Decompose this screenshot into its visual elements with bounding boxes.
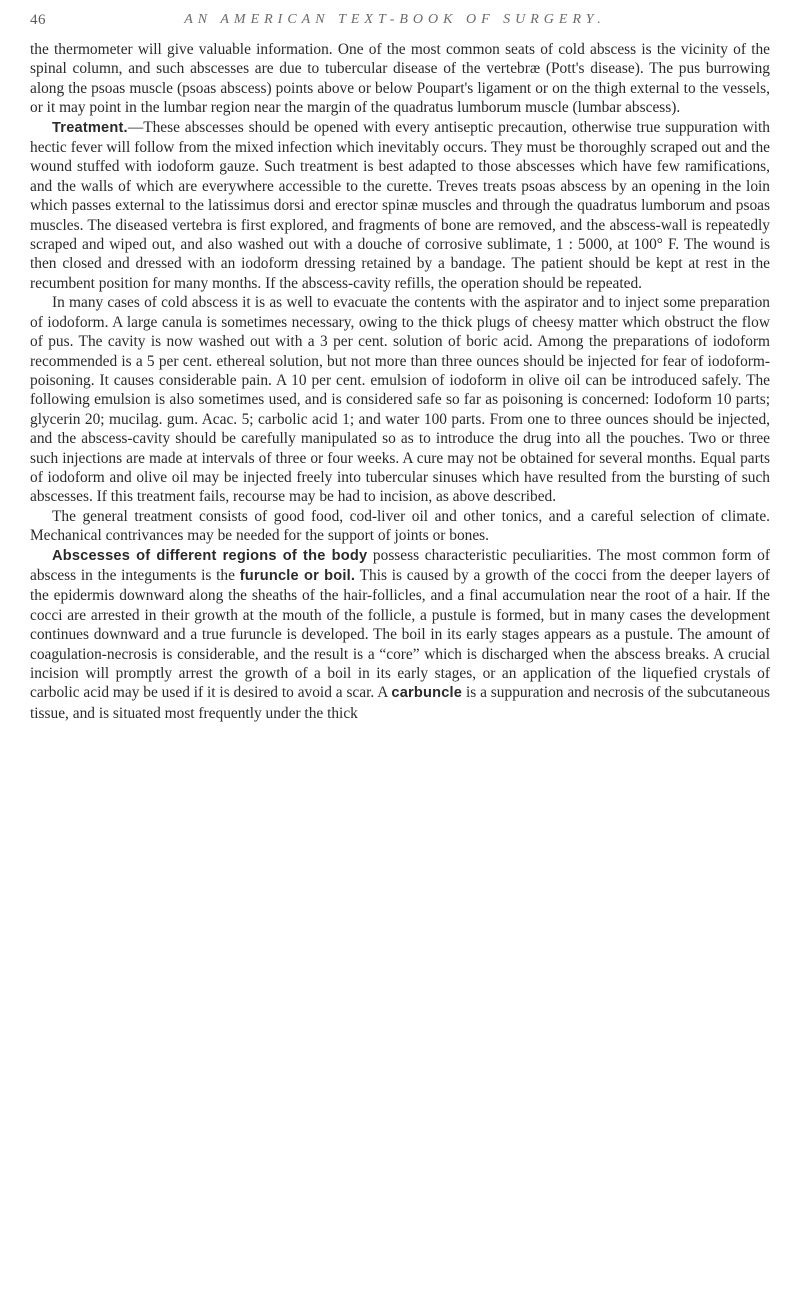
paragraph-text: the thermometer will give valuable information. One of the most common seats of cold abscess is the vicinity of the spinal column, and such abscesses are due to tubercular disease of the vertebræ (Pott's disease). The pus burrowing along the psoas muscle (psoas abscess) points above or below Poupart's ligament or on the thigh external to the vessels, or it may point in the lumbar region near the margin of the quadratus lumborum muscle (lumbar abscess). bbox=[30, 41, 770, 117]
paragraph bbox=[30, 293, 770, 506]
paragraph bbox=[30, 118, 770, 294]
paragraph-text: In many cases of cold abscess it is as well to evacuate the contents with the aspirator and to inject some preparation of iodoform. A large canula is sometimes necessary, owing to the thick plugs of cheesy matter which obstruct the flow of pus. The cavity is now washed out with a 3 per cent. solution of boric acid. Among the preparations of iodoform recommended is a 5 per cent. ethereal solution, but not more than three ounces should be injected for fear of iodoform-poisoning. It causes considerable pain. A 10 per cent. emulsion of iodoform in olive oil can be introduced safely. The following emulsion is also sometimes used, and is considered safe so far as poisoning is concerned: Iodoform 10 parts; glycerin 20; mucilag. gum. Acac. 5; carbolic acid 1; and water 100 parts. From one to three ounces should be injected, and the abscess-cavity should be carefully manipulated so as to introduce the drug into all the pouches. Two or three such injections are made at intervals of three or four weeks. A cure may not be obtained for several months. Equal parts of iodoform and olive oil may be injected freely into tubercular sinuses which have resulted from the bursting of such abscesses. If this treatment fails, recourse may be had to incision, as above described. bbox=[30, 294, 770, 506]
term-furuncle: furuncle or boil. bbox=[239, 567, 356, 584]
body-text bbox=[30, 40, 770, 723]
paragraph-text: is a suppuration and necrosis of the subcutaneous tissue, and is situated most frequently under the thick bbox=[30, 684, 770, 722]
paragraph bbox=[30, 507, 770, 546]
section-heading-abscesses: Abscesses of different regions of the body bbox=[52, 547, 368, 564]
section-heading-treatment: Treatment. bbox=[52, 119, 128, 136]
paragraph bbox=[30, 546, 770, 724]
paragraph-text: possess characteristic peculiarities. The most common form of abscess in the integuments is the bbox=[30, 546, 770, 584]
paragraph bbox=[30, 40, 770, 118]
running-head bbox=[30, 12, 760, 36]
page-number: 46 bbox=[30, 12, 46, 28]
paragraph-text: —These abscesses should be opened with every antiseptic precaution, otherwise true suppuration with hectic fever will follow from the mixed infection which inevitably occurs. They must be thoroughly scraped out and the wound stuffed with iodoform gauze. Such treatment is best adapted to those abscesses which have few ramifications, and the walls of which are everywhere accessible to the curette. Treves treats psoas abscess by an opening in the loin which passes external to the latissimus dorsi and erector spinæ muscles and through the quadratus lumborum and psoas muscles. The diseased vertebra is first explored, and fragments of bone are removed, and the abscess-wall is repeatedly scraped and wiped out, and also washed out with a douche of corrosive sublimate, 1 : 5000, at 100° F. The wound is then closed and dressed with an iodoform dressing retained by a bandage. The patient should be kept at rest in the recumbent position for many months. If the abscess-cavity refills, the operation should be repeated. bbox=[30, 118, 770, 292]
paragraph-text: The general treatment consists of good food, cod-liver oil and other tonics, and a careful selection of climate. Mechanical contrivances may be needed for the support of joints or bones. bbox=[30, 507, 770, 545]
paragraph-text: This is caused by a growth of the cocci from the deeper layers of the epidermis downward along the sheaths of the hair-follicles, and a final accumulation near the root of a hair. If the cocci are arrested in their growth at the mouth of the follicle, a pustule is formed, but in many cases the development continues downward and a true furuncle is developed. The boil in its early stages appears as a pustule. The amount of coagulation-necrosis is considerable, and the result is a “core” which is discharged when the abscess breaks. A crucial incision will promptly arrest the growth of a boil in its early stages, or an application of the liquefied crystals of carbolic acid may be used if it is desired to avoid a scar. A bbox=[30, 566, 770, 702]
term-carbuncle: carbuncle bbox=[391, 685, 463, 702]
running-title: AN AMERICAN TEXT-BOOK OF SURGERY. bbox=[184, 12, 606, 27]
